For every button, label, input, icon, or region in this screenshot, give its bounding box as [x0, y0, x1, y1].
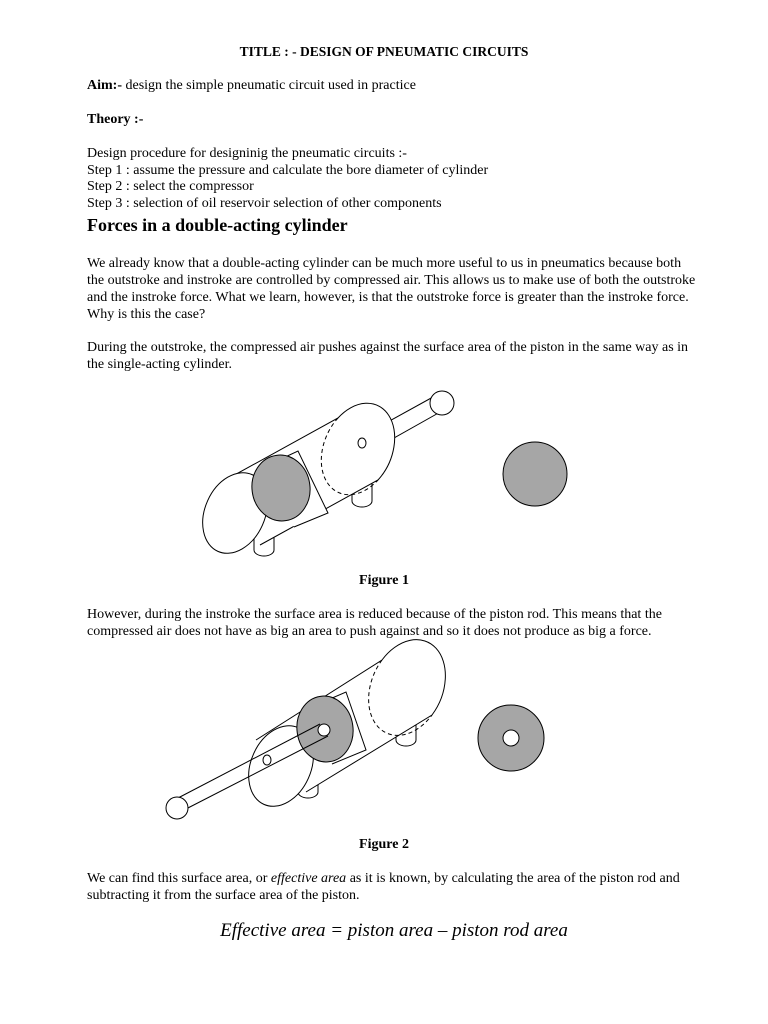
procedure-step-2: Step 2 : select the compressor: [87, 179, 254, 194]
fig1-rod-inner-hole: [358, 438, 366, 448]
paragraph-4: [87, 870, 697, 904]
figure-2-caption: Figure 2: [359, 837, 409, 852]
fig1-piston-area-disc: [503, 442, 567, 506]
aim-text: design the simple pneumatic circuit used in practice: [122, 78, 416, 93]
page-title: TITLE : - DESIGN OF PNEUMATIC CIRCUITS: [239, 44, 529, 59]
procedure-step-3: Step 3 : selection of oil reservoir selection of other components: [87, 196, 442, 211]
figure-1-caption: Figure 1: [359, 573, 409, 588]
fig1-rod-end-knob: [430, 391, 454, 415]
paragraph-2: During the outstroke, the compressed air pushes against the surface area of the piston in the same way as in the single-acting cylinder.: [87, 340, 689, 372]
theory-label: Theory :-: [87, 112, 144, 127]
fig2-rod-end-knob: [166, 797, 188, 819]
fig2-rod-hole: [318, 724, 330, 736]
paragraph-4-end: as it is known, by calculating the area of the piston rod and subtracting it from the surface area of the piston.: [87, 871, 680, 903]
paragraph-3: However, during the instroke the surface area is reduced because of the piston rod. This means that the compressed air does not have as big an area to push against and so it does not produce as big a force.: [87, 607, 662, 639]
figure-1-diagram: [190, 385, 590, 565]
figure-2-diagram: [160, 650, 560, 830]
aim-line: [87, 77, 416, 94]
procedure-intro: Design procedure for designinig the pneumatic circuits :-: [87, 146, 407, 161]
paragraph-1: We already know that a double-acting cylinder can be much more useful to us in pneumatics because both the outstroke and instroke are controlled by compressed air. This allows us to make use of both the outstroke and the instroke force. What we learn, however, is that the outstroke force is greater than the instroke force. Why is this the case?: [87, 256, 696, 322]
aim-label: Aim:-: [87, 78, 122, 93]
effective-area-formula: Effective area = piston area – piston rod area: [220, 920, 568, 941]
fig2-rod-seal: [263, 755, 271, 765]
fig2-rod-area-hole: [503, 730, 519, 746]
section-heading: Forces in a double-acting cylinder: [87, 215, 348, 235]
paragraph-4-start: We can find this surface area, or: [87, 871, 271, 886]
procedure-step-1: Step 1 : assume the pressure and calculate the bore diameter of cylinder: [87, 163, 489, 178]
effective-area-term: effective area: [270, 871, 347, 886]
